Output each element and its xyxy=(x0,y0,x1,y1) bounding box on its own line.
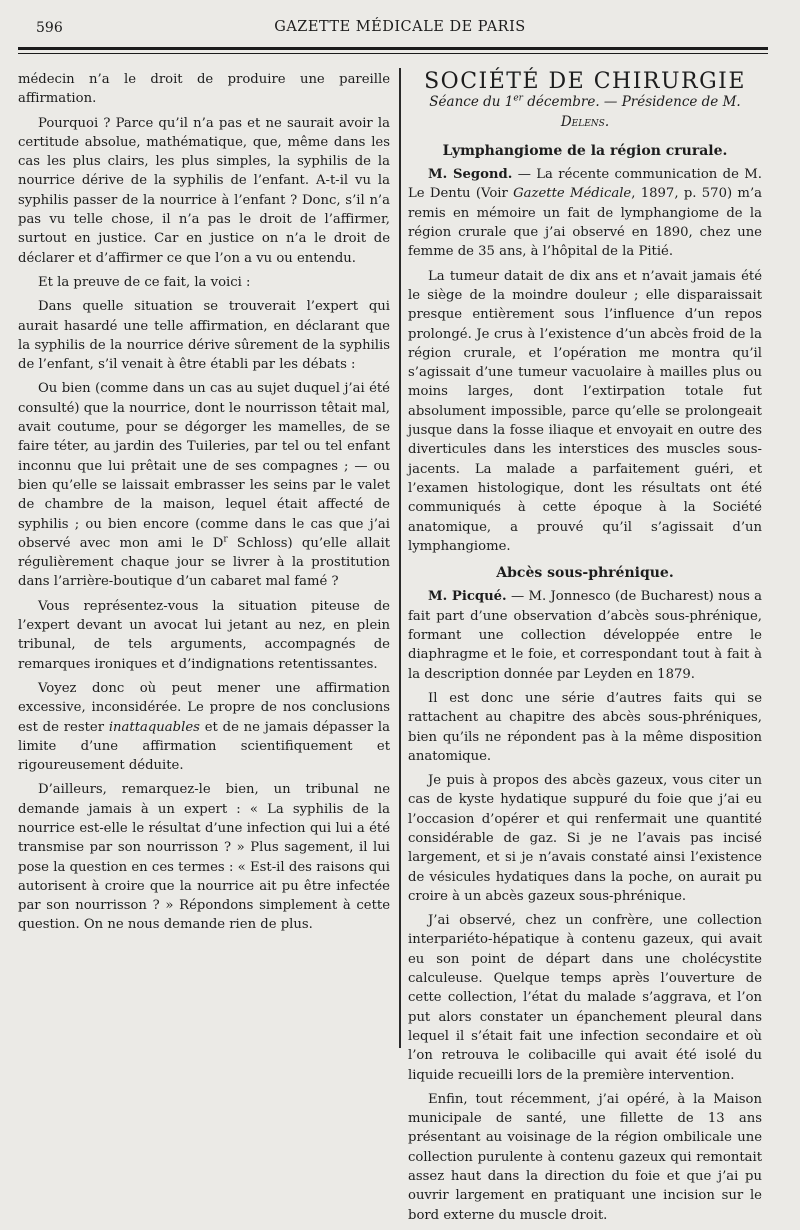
header-rule-thick xyxy=(18,47,768,50)
italic-term: Gazette Médicale xyxy=(513,186,632,202)
paragraph: Je puis à propos des abcès gazeux, vous citer un cas de kyste hydatique suppuré du foie que j’ai eu l’occasion d’opérer et qui renfermait une quantité considérable de gaz. Si je ne l’avais pas incisé largement, et si je n’avais constaté ainsi l’existence de vésicules hydatiques dans la poche, on aurait pu croire à un abcès gazeux sous-phrénique. xyxy=(408,773,762,904)
italic-term: inattaquables xyxy=(108,719,200,735)
text-run: , 1897, p. 570) m’a remis en mémoire un fait de lymphangiome de la région crurale que j’ai observé en 1890, chez une femme de 35 ans, à l’hôpital de la Pitié. xyxy=(408,186,762,260)
header-rule-thin xyxy=(18,53,768,54)
paragraph xyxy=(408,587,762,683)
paragraph: Vous représentez-vous la situation piteuse de l’expert devant un avocat lui jetant au nez, en plein tribunal, de tels arguments, accompagnés de remarques ironiques et d’indignations retentissantes. xyxy=(18,598,390,672)
text-run: Voyez donc où peut mener une affirmation excessive, inconsidérée. Le propre de nos conclusions est de rester xyxy=(18,680,390,735)
journal-title: GAZETTE MÉDICALE DE PARIS xyxy=(274,19,526,35)
text-run: Schloss) qu’elle allait régulièrement chaque jour se livrer à la prostitution dans l’arrière-boutique d’un cabaret mal famé ? xyxy=(18,535,390,590)
paragraph: Et la preuve de ce fait, la voici : xyxy=(38,274,251,290)
section-title: Lymphangiome de la région crurale. xyxy=(442,142,728,159)
paragraph xyxy=(408,165,762,261)
text-run: — La récente communication de M. Le Dentu (Voir xyxy=(408,167,762,202)
paragraph: Il est donc une série d’autres faits qui se rattachent au chapitre des abcès sous-phréniques, bien qu’ils ne répondent pas à la même disposition anatomique. xyxy=(408,690,762,764)
paragraph: Pourquoi ? Parce qu’il n’a pas et ne saurait avoir la certitude absolue, mathématique, que, même dans les cas les plus clairs, les plus simples, la syphilis de la nourrice dérive de la syphilis de l’enfant. A-t-il vu la syphilis passer de la nourrice à l’enfant ? Donc, s’il n’a pas vu telle chose, il n’a pas le droit de l’affirmer, surtout en justice. Car en justice on n’a le droit de déclarer et d’affirmer ce que l’on a vu ou entendu. xyxy=(18,115,390,266)
paragraph: La tumeur datait de dix ans et n’avait jamais été le siège de la moindre douleur ; elle disparaissait presque entièrement sous l’influence d’un repos prolongé. Je crus à l’existence d’un abcès froid de la région crurale, et l’opération me montra qu’il s’agissait d’une tumeur vacuolaire à mailles plus ou moins larges, dont l’extirpation totale fut absolument impossible, parce qu’elle se prolongeait jusque dans la fosse iliaque et envoyait en outre des diverticules dans les interstices des muscles sous-jacents. La malade a parfaitement guéri, et l’examen histologique, dont les résultats ont été communiqués à cette époque à la Société anatomique, a prouvé qu’il s’agissait d’un lymphangiome. xyxy=(408,268,762,554)
superscript: er xyxy=(513,93,523,104)
paragraph: Enfin, tout récemment, j’ai opéré, à la Maison municipale de santé, une fillette de 13 ans présentant au voisinage de la région ombilicale une collection purulente à contenu gazeux qui remontait assez haut dans la direction du foie et que j’ai pu ouvrir largement en pratiquant une incision sur le bord externe du muscle droit. xyxy=(408,1091,762,1223)
text-run: Ou bien (comme dans un cas au sujet duquel j’ai été consulté) que la nourrice, dont le nourrisson têtait mal, avait coutume, pour se dégorger les mamelles, de se faire téter, au jardin des Tuileries, par tel ou tel enfant inconnu que lui prêtait une de ses compagnes ; — ou bien qu’elle se laissait embrasser les seins par le valet de chambre de la maison, lequel était affecté de syphilis ; ou bien encore (comme dans le cas que j’ai observé avec mon ami le D xyxy=(18,381,390,551)
speaker-name: M. Picqué. xyxy=(428,589,507,605)
left-column xyxy=(18,70,390,940)
paragraph: J’ai observé, chez un confrère, une collection interpariéto-hépatique à contenu gazeux, qui avait eu son point de départ dans une cholécystite calculeuse. Quelque temps après l’ouverture de cette collection, l’état du malade s’aggrava, et l’on put alors constater un épanchement pleural dans lequel il s’était fait une infection secondaire et où l’on retrouva le colibacille qui avait été isolé du liquide recueilli lors de la première intervention. xyxy=(408,913,762,1083)
column-divider xyxy=(399,68,401,1048)
paragraph: Dans quelle situation se trouverait l’expert qui aurait hasardé une telle affirmation, en déclarant que la syphilis de la nourrice dérive sûrement de la syphilis de l’enfant, s’il venait à être établi par les débats : xyxy=(18,299,390,373)
section-title: Abcès sous-phrénique. xyxy=(496,565,674,582)
paragraph: médecin n’a le droit de produire une pareille affirmation. xyxy=(18,72,390,107)
right-column xyxy=(408,70,762,1230)
speaker-name: M. Segond. xyxy=(428,167,513,183)
session-president: M. Delens. xyxy=(560,94,741,130)
text-run: — M. Jonnesco (de Bucharest) nous a fait part d’une observation d’abcès sous-phrénique, formant une collection développée entre le diaphragme et le foie, et correspondant tout à fait à la description donnée par Leyden en 1879. xyxy=(408,589,763,682)
text-run: et de ne jamais dépasser la limite d’une affirmation scientifiquement et rigoureusement déduite. xyxy=(18,719,390,774)
page-number: 596 xyxy=(36,20,63,36)
superscript: r xyxy=(223,534,228,545)
page-header xyxy=(0,16,800,40)
session-line xyxy=(408,93,762,132)
society-title: SOCIÉTÉ DE CHIRURGIE xyxy=(424,69,746,94)
paragraph xyxy=(18,679,390,775)
session-text: décembre. — Présidence de xyxy=(522,94,723,111)
session-date: Séance du 1 xyxy=(429,94,514,111)
paragraph xyxy=(18,379,390,591)
paragraph: D’ailleurs, remarquez-le bien, un tribunal ne demande jamais à un expert : « La syphilis de la nourrice est-elle le résultat d’une infection qui lui a été transmise par son nourrisson ? » Plus sagement, il lui pose la question en ces termes : « Est-il des raisons qui autorisent à croire que la nourrice ait pu être infectée par son nourrisson ? » Répondons simplement à cette question. On ne nous demande rien de plus. xyxy=(18,782,390,933)
